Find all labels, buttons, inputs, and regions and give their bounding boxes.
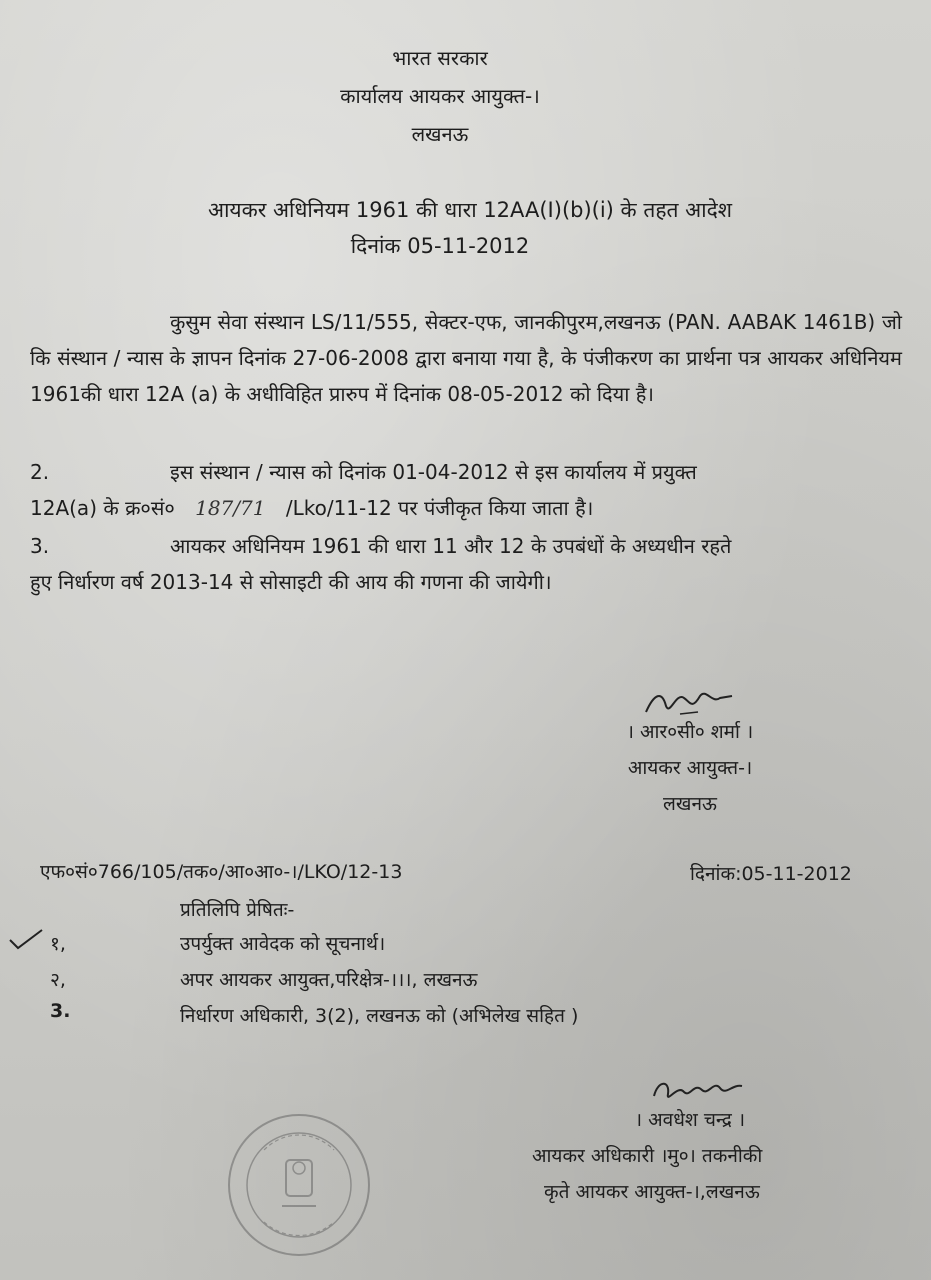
signatory-1-place: लखनऊ <box>663 793 717 815</box>
paragraph-2 <box>30 454 902 526</box>
signature-scribble-1 <box>640 684 740 720</box>
file-reference: एफ०सं०766/105/तक०/आ०आ०-।/LKO/12-13 <box>40 861 403 883</box>
paragraph-3-number: 3. <box>30 534 50 558</box>
copy-item-2-text: अपर आयकर आयुक्त,परिक्षेत्र-।।।, लखनऊ <box>180 969 478 991</box>
paragraph-2-line-1: इस संस्थान / न्यास को दिनांक 01-04-2012 से इस कार्यालय में प्रयुक्त <box>170 460 697 484</box>
signatory-1-name: । आर०सी० शर्मा । <box>626 721 754 743</box>
signatory-2-office: कृते आयकर आयुक्त-।,लखनऊ <box>544 1181 760 1203</box>
copy-item-3-number: 3. <box>50 1000 71 1022</box>
copy-heading: प्रतिलिपि प्रेषितः- <box>180 899 295 921</box>
file-date: दिनांक:05-11-2012 <box>690 863 852 885</box>
signatory-1-designation: आयकर आयुक्त-। <box>627 757 753 779</box>
signatory-2-designation: आयकर अधिकारी ।मु०। तकनीकी <box>532 1145 763 1167</box>
copy-item-1-text: उपर्युक्त आवेदक को सूचनार्थ। <box>180 933 386 955</box>
paragraph-2-line-2-pre: 12A(a) के क्र०सं० <box>30 496 175 520</box>
signatory-2-name: । अवधेश चन्द्र । <box>634 1109 746 1131</box>
office-seal-icon <box>224 1110 374 1260</box>
paragraph-1: कुसुम सेवा संस्थान LS/11/555, सेक्टर-एफ, जानकीपुरम,लखनऊ (PAN. AABAK 1461B) जो कि संस्थान / न्यास के ज्ञापन दिनांक 27-06-2008 द्वारा बनाया गया है, के पंजीकरण का प्रार्थना पत्र आयकर अधिनियम 1961की धारा 12A (a) के अधीविहित प्रारुप में दिनांक 08-05-2012 को दिया है। <box>30 310 902 406</box>
tick-mark-icon <box>6 926 46 954</box>
paragraph-3 <box>30 528 902 600</box>
header-govt: भारत सरकार <box>392 46 488 70</box>
paragraph-3-line-1: आयकर अधिनियम 1961 की धारा 11 और 12 के उपबंधों के अध्यधीन रहते <box>170 534 732 558</box>
copy-item-1-number: १, <box>50 933 66 955</box>
handwritten-serial-number: 187/71 <box>195 496 266 520</box>
header-office: कार्यालय आयकर आयुक्त-। <box>340 84 540 108</box>
order-date: दिनांक 05-11-2012 <box>350 234 530 258</box>
signature-scribble-2 <box>648 1074 748 1108</box>
copy-item-3-text: निर्धारण अधिकारी, 3(2), लखनऊ को (अभिलेख सहित ) <box>180 1005 579 1027</box>
paragraph-3-line-2: हुए निर्धारण वर्ष 2013-14 से सोसाइटी की आय की गणना की जायेगी। <box>30 570 552 594</box>
order-title: आयकर अधिनियम 1961 की धारा 12AA(I)(b)(i) के तहत आदेश <box>207 198 733 222</box>
copy-item-2-number: २, <box>50 969 66 991</box>
paragraph-2-line-2-post: /Lko/11-12 पर पंजीकृत किया जाता है। <box>285 496 594 520</box>
paragraph-2-number: 2. <box>30 460 50 484</box>
header-city: लखनऊ <box>411 122 469 146</box>
